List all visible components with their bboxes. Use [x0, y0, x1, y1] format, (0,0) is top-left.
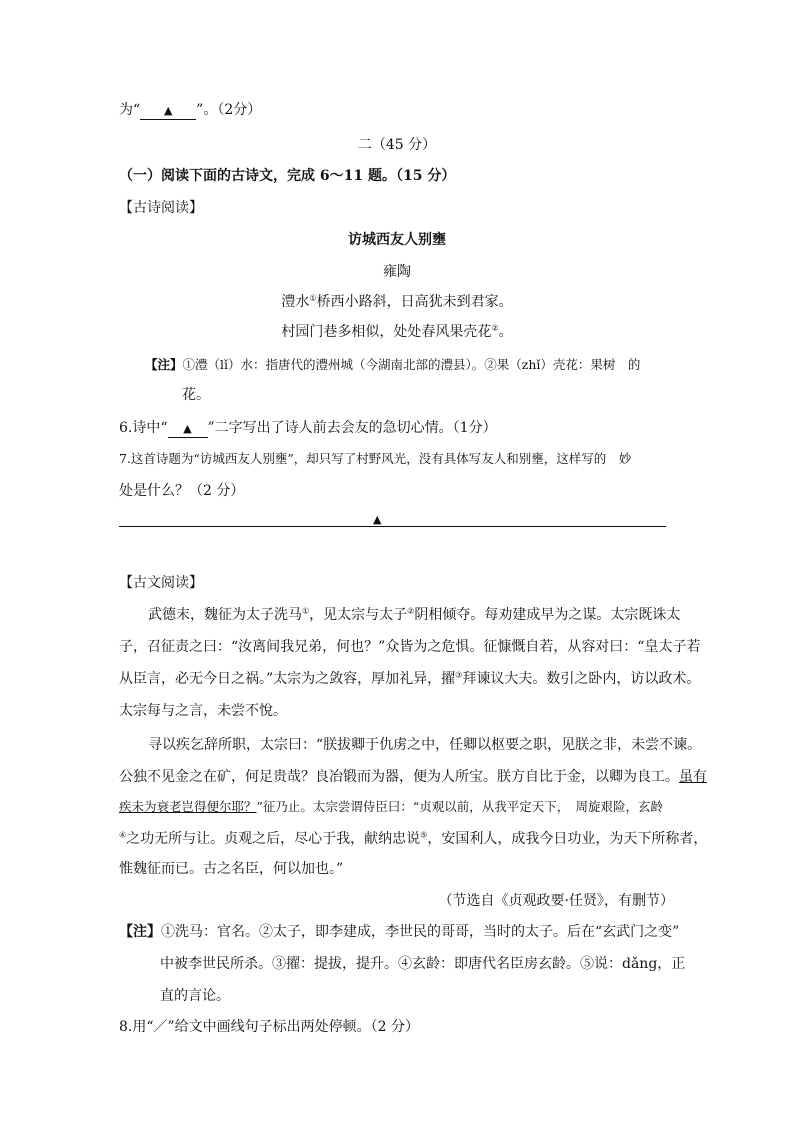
- part-heading: （一）阅读下面的古诗文，完成 6～11 题。（15 分）: [119, 168, 456, 184]
- prose-source: （节选自《贞观政要·任贤》，有删节）: [438, 893, 674, 909]
- poem-section-label: 【古诗阅读】: [119, 200, 203, 216]
- prose-line: 太宗每与之言，未尝不悅。: [119, 703, 287, 719]
- note-label: 【注】: [119, 924, 161, 940]
- prose-note-cont: 直的言论。: [160, 988, 230, 1004]
- underlined-sentence: 虽有: [679, 769, 707, 785]
- triangle-marker-icon: ▲: [163, 104, 173, 117]
- question-6: 6.诗中“ ▲ ”二字写出了诗人前去会友的急切心情。（1分）: [119, 420, 497, 436]
- prose-line: 从臣言，必无今日之祸。”太宗为之敛容，厚加礼异，擢③拜谏议大夫。数引之卧内，访以政术。: [119, 670, 701, 687]
- answer-blank[interactable]: [168, 420, 208, 438]
- triangle-marker-icon: ▲: [183, 422, 192, 435]
- prose-line: ④之功无所与让。贞观之后，尽心于我，献纳忠说⑤，安国利人，成我今日功业，为天下所称者，: [119, 830, 708, 847]
- prose-line: 武德末，魏征为太子洗马①，见太宗与太子②阴相倾夺。每劝建成早为之谋。太宗既诛太: [148, 606, 681, 623]
- prose-line: 惟魏征而已。古之名臣，何以加也。”: [119, 861, 344, 877]
- prose-section-label: 【古文阅读】: [119, 575, 203, 591]
- section-title: 二（45 分）: [357, 137, 437, 153]
- prose-note-cont: 中被李世民所杀。③擢：提拔，提升。④玄龄：即唐代名臣房玄龄。⑤说：dǎng，正: [160, 956, 686, 972]
- triangle-marker-icon: ▲: [373, 513, 382, 526]
- prose-note: 【注】①洗马：官名。②太子，即李建成，李世民的哥哥，当时的太子。后在“玄武门之变”: [119, 924, 680, 940]
- prose-line: 子，召征责之曰：“汝离间我兄弟，何也？”众皆为之危惧。征慷慨自若，从容对曰：“皇太子若: [119, 639, 701, 655]
- underlined-sentence: 疾未为衰老岂得便尔耶？: [119, 799, 257, 814]
- prose-line: 公独不见金之在矿，何足贵哉？良冶锻而为器，便为人所宝。朕方自比于金，以卿为良工。虽有: [119, 769, 707, 785]
- answer-blank[interactable]: [140, 102, 196, 120]
- note-label: 【注】: [145, 357, 183, 372]
- q5-tail: 为“ ▲ ”。（2分）: [119, 102, 262, 118]
- poem-note-cont: 花。: [182, 387, 210, 403]
- question-7: 7.这首诗题为“访城西友人别壅”，却只写了村野风光，没有具体写友人和别壅，这样写的 妙: [119, 451, 632, 466]
- poem-title: 访城西友人别壅: [348, 232, 446, 248]
- question-8: 8.用“／”给文中画线句子标出两处停顿。（2 分）: [119, 1019, 420, 1035]
- question-7-cont: 处是什么？（2 分）: [119, 483, 245, 499]
- poem-line-1: 澧水①桥西小路斜，日高犹未到君家。: [281, 293, 513, 310]
- prose-line: 疾未为衰老岂得便尔耶？”征乃止。太宗尝谓侍臣曰：“贞观以前，从我平定天下， 周旋艰险，玄龄: [119, 799, 664, 814]
- poem-line-2: 村园门巷多相似，处处春风果壳花②。: [281, 323, 513, 340]
- poem-author: 雍陶: [383, 264, 411, 280]
- poem-note: 【注】①澧（lǐ）水：指唐代的澧州城（今湖南北部的澧县）。②果（zhǐ）壳花：果树 的: [145, 357, 641, 372]
- answer-line[interactable]: [119, 526, 666, 527]
- prose-line: 寻以疾乞辞所职，太宗曰：“朕拔卿于仇虏之中，任卿以枢要之职，见朕之非，未尝不谏。: [148, 737, 702, 753]
